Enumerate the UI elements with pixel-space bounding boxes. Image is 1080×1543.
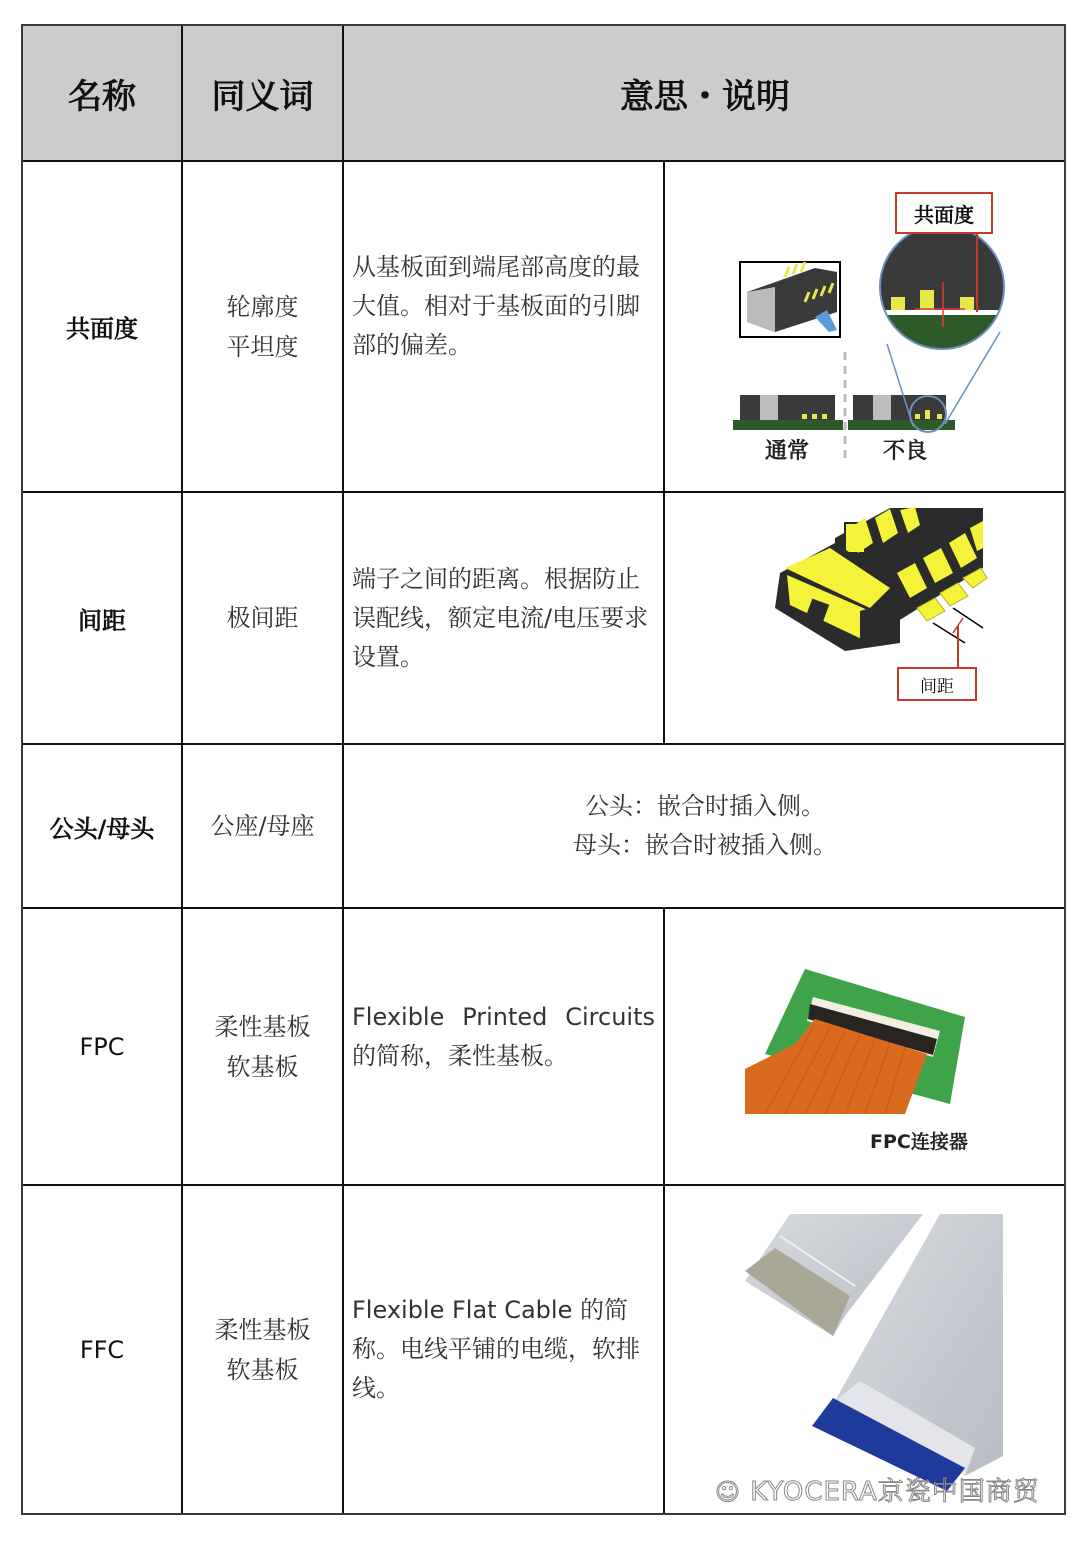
synonym: 极间距 — [226, 604, 299, 632]
fpc-connector-photo-icon — [665, 909, 1066, 1184]
synonym: 柔性基板 — [214, 1315, 311, 1344]
header-name: 名称 — [23, 26, 183, 160]
synonym: 柔性基板 — [214, 1012, 311, 1041]
term-name: FPC — [23, 909, 183, 1184]
table-row — [23, 162, 1064, 493]
term-name: 间距 — [23, 493, 183, 743]
term-description — [344, 909, 665, 1184]
table-row — [23, 1186, 1064, 1513]
description-line: 的简称，柔性基板。 — [352, 1041, 568, 1070]
header-synonym: 同义词 — [183, 26, 344, 160]
term-description — [344, 162, 665, 491]
term-synonyms — [183, 162, 344, 491]
synonym: 平坦度 — [226, 332, 299, 361]
table-row — [23, 493, 1064, 745]
glossary-table — [21, 24, 1066, 1515]
coplanarity-diagram-icon — [665, 162, 1066, 491]
label-bad: 不良 — [883, 439, 928, 464]
synonym: 轮廓度 — [226, 292, 299, 321]
term-description — [344, 1186, 665, 1513]
term-synonyms — [183, 1186, 344, 1513]
description-text: 端子之间的距离。根据防止误配线，额定电流/电压要求设置。 — [352, 564, 649, 671]
term-synonyms — [183, 909, 344, 1184]
term-name: FFC — [23, 1186, 183, 1513]
term-name: 共面度 — [23, 162, 183, 491]
term-synonyms — [183, 493, 344, 743]
table-header-row — [23, 26, 1064, 162]
term-description — [344, 745, 1066, 907]
label-normal: 通常 — [765, 439, 810, 464]
table-row — [23, 745, 1064, 909]
watermark — [715, 1471, 1040, 1508]
pitch-connector-diagram-icon — [665, 493, 1066, 743]
callout-coplanarity: 共面度 — [895, 192, 993, 234]
description-line: 母头：嵌合时被插入侧。 — [573, 831, 837, 859]
synonym: 公座/母座 — [210, 812, 315, 840]
term-name: 公头/母头 — [23, 745, 183, 907]
watermark-text: KYOCERA京瓷中国商贸 — [750, 1477, 1040, 1507]
fpc-caption: FPC连接器 — [870, 1131, 968, 1153]
synonym: 软基板 — [226, 1052, 299, 1081]
header-meaning: 意思・说明 — [620, 76, 790, 117]
term-description — [344, 493, 665, 743]
synonym: 软基板 — [226, 1355, 299, 1384]
description-text: 从基板面到端尾部高度的最大值。相对于基板面的引脚部的偏差。 — [352, 253, 640, 359]
description-line: 公头：嵌合时插入侧。 — [585, 792, 825, 820]
description-text: Flexible Flat Cable 的简称。电线平铺的电缆，软排线。 — [352, 1296, 640, 1402]
table-row — [23, 909, 1064, 1186]
wechat-icon: ☺ — [715, 1478, 742, 1506]
ffc-cable-photo-icon — [665, 1186, 1066, 1511]
description-line: Flexible Printed Circuits — [352, 1002, 655, 1031]
callout-pitch: 间距 — [897, 667, 977, 701]
term-synonyms — [183, 745, 344, 907]
